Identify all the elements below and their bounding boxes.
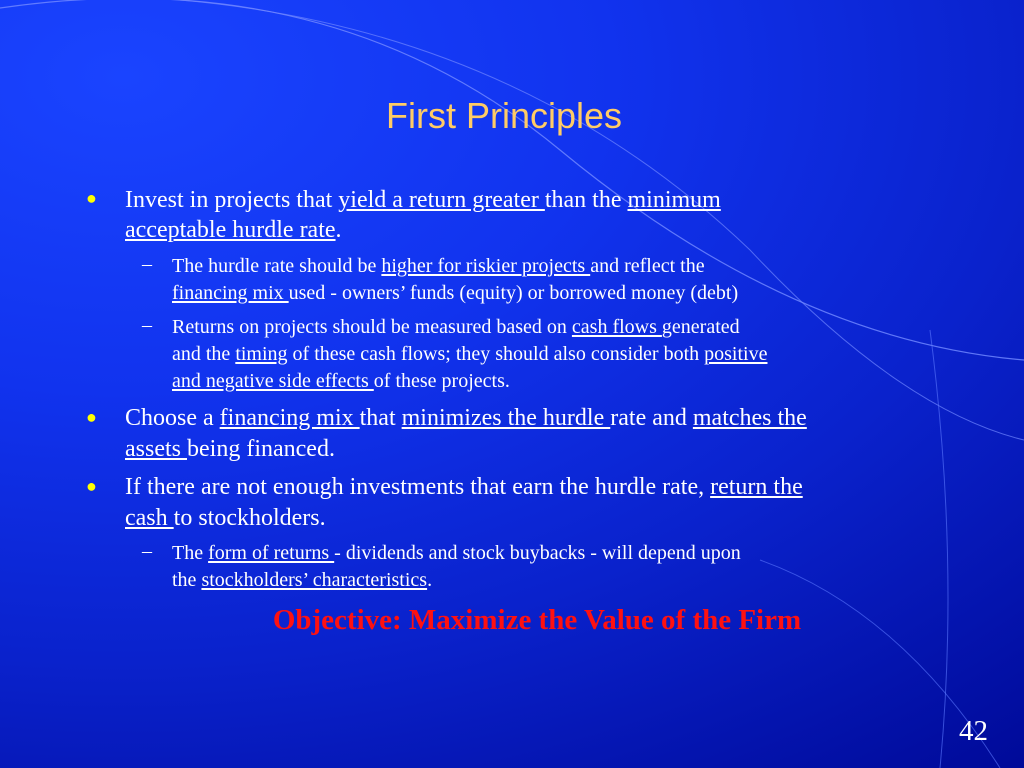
underlined-phrase: assets: [125, 436, 187, 462]
bullet-2-line-2: [125, 435, 940, 464]
underlined-phrase: cash: [125, 505, 174, 531]
text-run: and the: [172, 343, 236, 365]
dash-marker: –: [142, 540, 152, 562]
subbullet-1-line-1: [172, 253, 947, 280]
dash-marker: –: [142, 314, 152, 336]
bullet-2-line-1: [125, 404, 940, 433]
bullet-marker: ●: [86, 407, 97, 427]
subbullet-3-line-1: [172, 540, 947, 567]
underlined-phrase: financing mix: [219, 405, 360, 431]
text-run: If there are not enough investments that earn the hurdle rate,: [125, 474, 711, 500]
text-run: being financed.: [187, 436, 335, 462]
underlined-phrase: financing mix: [172, 282, 289, 304]
text-run: The: [172, 542, 209, 564]
text-run: the: [172, 569, 202, 591]
underlined-phrase: stockholders’ characteristics: [201, 569, 428, 591]
subbullet-1-line-2: [172, 280, 947, 307]
underlined-phrase: acceptable hurdle rate: [125, 217, 336, 243]
subbullet-2-line-1: [172, 314, 947, 341]
bullet-3-line-2: [125, 504, 940, 533]
text-run: .: [335, 217, 342, 243]
page-number: 42: [959, 715, 988, 747]
objective-statement: Objective: Maximize the Value of the Firm: [272, 604, 802, 636]
text-run: and reflect the: [590, 255, 705, 277]
text-run: - dividends and stock buybacks - will depend upon: [334, 542, 741, 564]
text-run: Returns on projects should be measured based on: [172, 316, 572, 338]
underlined-phrase: higher for riskier projects: [381, 255, 591, 277]
bullet-marker: ●: [86, 476, 97, 496]
text-run: used - owners’ funds (equity) or borrowed money (debt): [288, 282, 739, 304]
text-run: rate and: [610, 405, 693, 431]
bullet-marker: ●: [86, 188, 97, 208]
text-run: .: [427, 569, 433, 591]
bullet-3-line-1: [125, 473, 940, 502]
underlined-phrase: matches the: [692, 405, 807, 431]
underlined-phrase: positive: [704, 343, 768, 365]
text-run: to stockholders.: [173, 505, 326, 531]
text-run: generated: [661, 316, 740, 338]
text-run: Invest in projects that: [125, 187, 339, 213]
underlined-phrase: and negative side effects: [172, 370, 374, 392]
underlined-phrase: timing: [235, 343, 288, 365]
underlined-phrase: minimum: [627, 187, 721, 213]
text-run: that: [359, 405, 402, 431]
text-run: of these cash flows; they should also consider both: [287, 343, 705, 365]
underlined-phrase: minimizes the hurdle: [401, 405, 611, 431]
underlined-phrase: cash flows: [571, 316, 662, 338]
subbullet-2-line-2: [172, 341, 947, 368]
text-run: Choose a: [125, 405, 220, 431]
text-run: than the: [544, 187, 628, 213]
slide-title: First Principles: [385, 95, 623, 136]
bullet-1-line-1: [125, 186, 940, 215]
text-run: of these projects.: [373, 370, 510, 392]
underlined-phrase: form of returns: [208, 542, 335, 564]
dash-marker: –: [142, 253, 152, 275]
text-run: The hurdle rate should be: [172, 255, 382, 277]
subbullet-3-line-2: [172, 567, 947, 594]
bullet-1-line-2: [125, 216, 940, 245]
subbullet-2-line-3: [172, 368, 947, 395]
underlined-phrase: return the: [710, 474, 803, 500]
underlined-phrase: yield a return greater: [338, 187, 545, 213]
